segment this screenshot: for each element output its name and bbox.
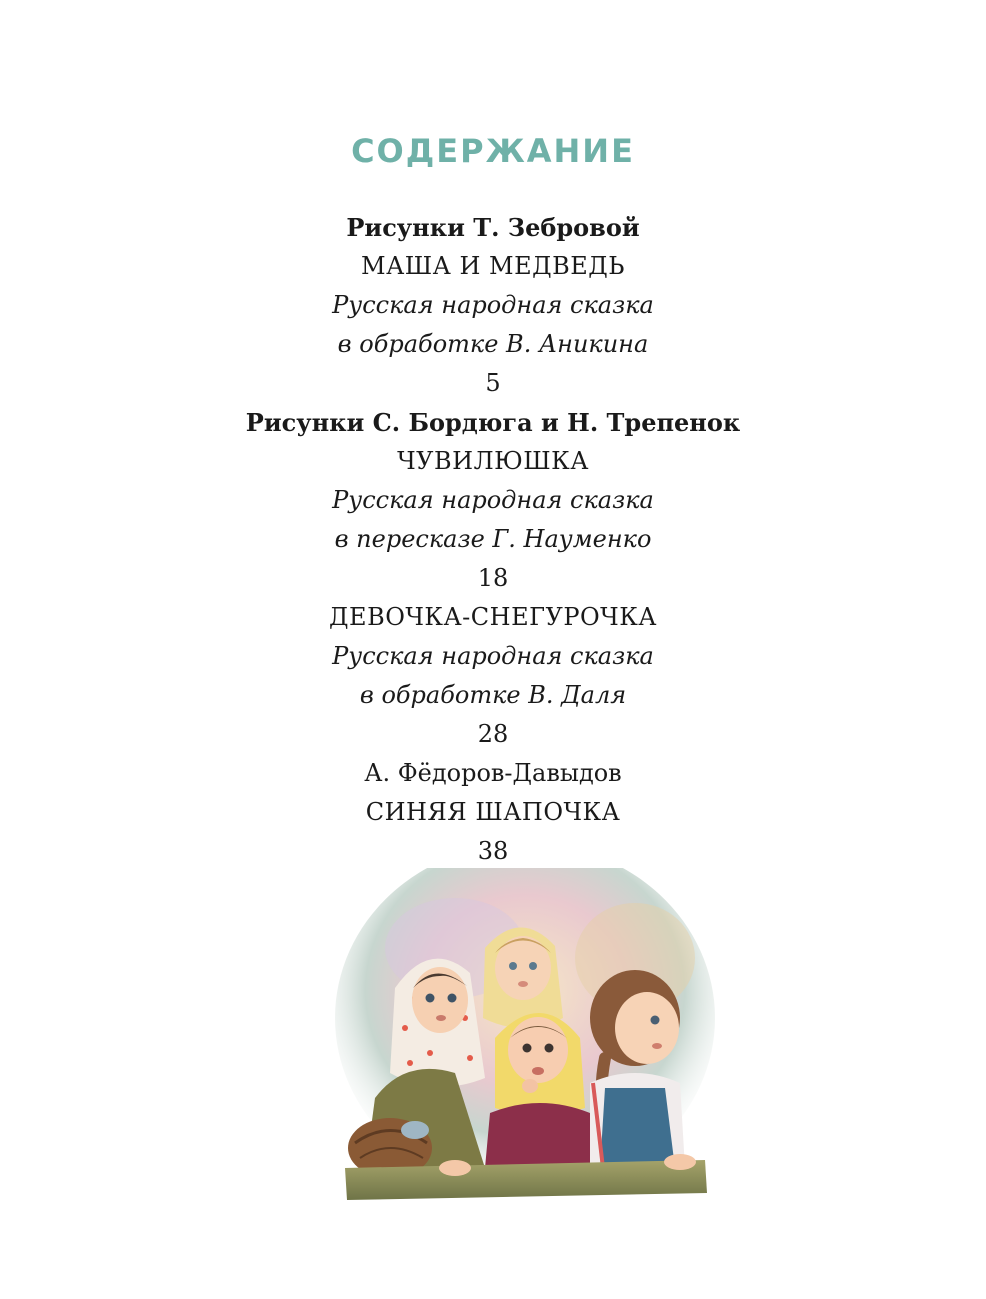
children-illustration-drawing: [335, 868, 715, 1208]
toc-entry-adaptation: в пересказе Г. Науменко: [334, 525, 652, 553]
toc-entry-page-number[interactable]: 28: [477, 720, 509, 748]
toc-entry-page-number[interactable]: 18: [477, 564, 509, 592]
toc-entry-adaptation: в обработке В. Даля: [359, 681, 627, 709]
toc-list: [0, 208, 986, 871]
toc-entry-subtitle: Русская народная сказка: [332, 291, 654, 319]
illustrator-credit: Рисунки С. Бордюга и Н. Трепенок: [245, 408, 741, 437]
illustrator-credit: Рисунки Т. Зебровой: [346, 213, 640, 242]
toc-entry-title[interactable]: МАША И МЕДВЕДЬ: [361, 252, 625, 280]
children-illustration: [335, 868, 715, 1208]
toc-entry-page-number[interactable]: 38: [477, 837, 509, 865]
toc-entry-page-number[interactable]: 5: [485, 369, 501, 397]
toc-entry-subtitle: Русская народная сказка: [332, 486, 654, 514]
toc-entry-title[interactable]: ДЕВОЧКА-СНЕГУРОЧКА: [329, 603, 657, 631]
toc-entry-adaptation: в обработке В. Аникина: [337, 330, 649, 358]
toc-entry-author: А. Фёдоров-Давыдов: [364, 759, 622, 787]
page-title: СОДЕРЖАНИЕ: [351, 132, 635, 170]
toc-entry-subtitle: Русская народная сказка: [332, 642, 654, 670]
toc-entry-title[interactable]: СИНЯЯ ШАПОЧКА: [365, 798, 621, 826]
toc-entry-title[interactable]: ЧУВИЛЮШКА: [397, 447, 589, 475]
